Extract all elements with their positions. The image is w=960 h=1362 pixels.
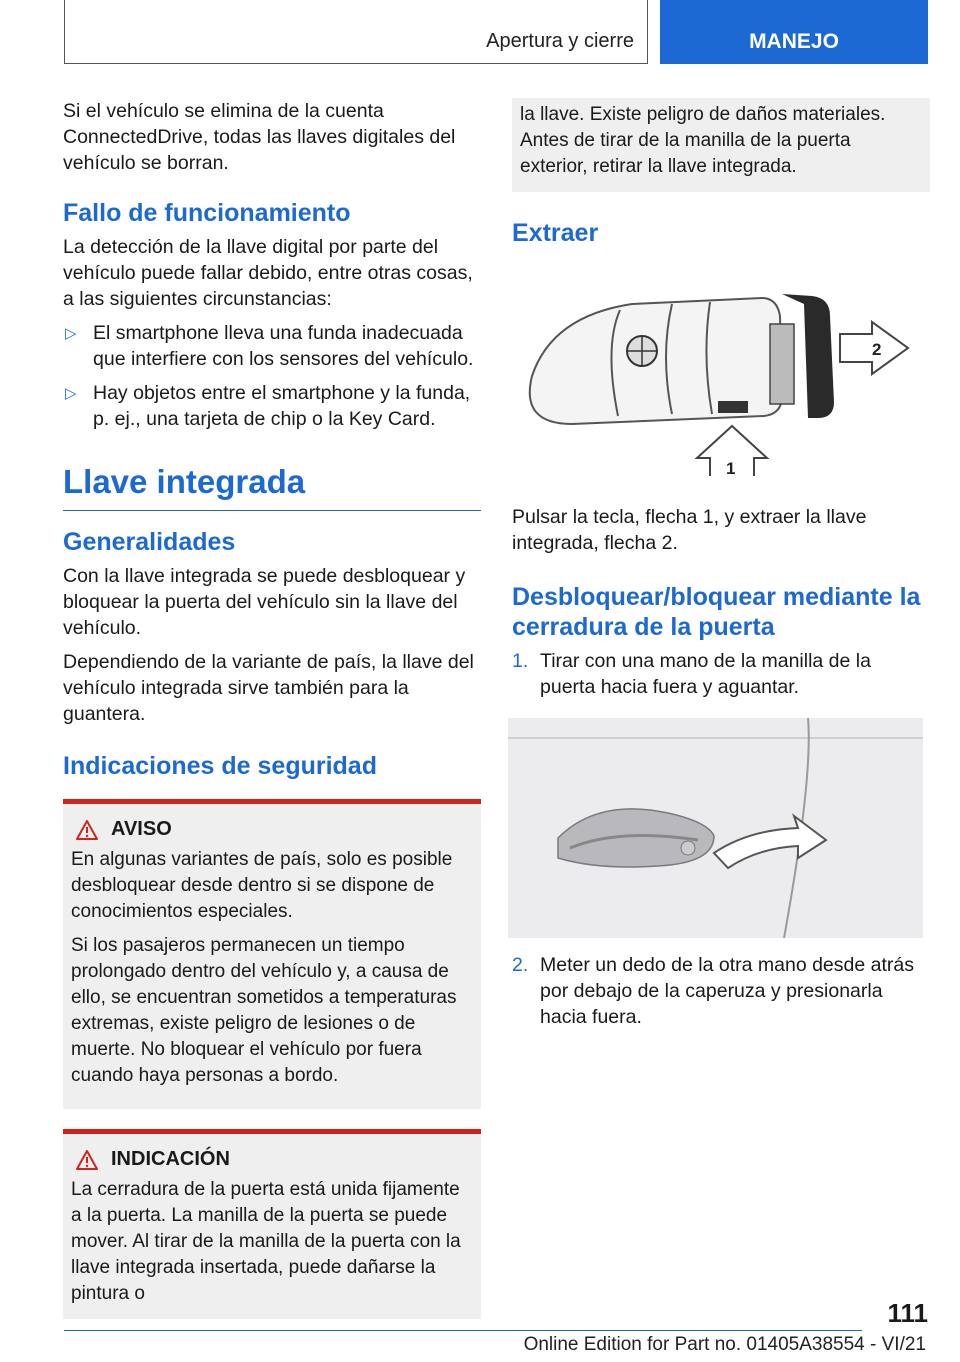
step-text: Meter un dedo de la otra mano desde atrás por debajo de la caperuza y presionarla hacia fuera. bbox=[540, 954, 914, 1028]
extraer-paragraph: Pulsar la tecla, flecha 1, y extraer la llave integrada, flecha 2. bbox=[512, 506, 867, 554]
generalidades-paragraph-1: Con la llave integrada se puede desbloquear y bloquear la puerta del vehículo sin la llave del vehículo. bbox=[63, 565, 466, 640]
step-text: Tirar con una mano de la manilla de la puerta hacia fuera y aguantar. bbox=[540, 650, 871, 698]
warning-icon bbox=[75, 1149, 99, 1171]
door-handle-illustration bbox=[508, 718, 923, 938]
intro-paragraph: Si el vehículo se elimina de la cuenta ConnectedDrive, todas las llaves digitales del vehículo se borran. bbox=[63, 100, 456, 174]
step-number: 1. bbox=[512, 650, 529, 672]
desbloquear-heading: Desbloquear/bloquear mediante la cerradura de la puerta bbox=[512, 583, 921, 641]
main-heading: Llave integrada bbox=[63, 464, 481, 511]
step-number: 2. bbox=[512, 954, 529, 976]
door-handle-figure bbox=[508, 718, 923, 938]
indicacion-paragraph: La cerradura de la puerta está unida fijamente a la puerta. La manilla de la puerta se puede mover. Al tirar de la manilla de la puerta con la llave integrada insertada, puede dañarse la pintura o bbox=[71, 1179, 461, 1305]
steps-list-continued bbox=[512, 952, 930, 1030]
footer-divider bbox=[64, 1330, 862, 1331]
aviso-paragraph-1: En algunas variantes de país, solo es posible desbloquear desde dentro si se dispone de conocimientos especiales. bbox=[71, 849, 453, 923]
list-item bbox=[512, 648, 930, 700]
indicacion-continued-paragraph: la llave. Existe peligro de daños materiales. Antes de tirar de la manilla de la puerta exterior, retirar la llave integrada. bbox=[520, 104, 886, 177]
indicacion-title-row bbox=[71, 1148, 473, 1171]
key-fob-illustration bbox=[512, 256, 930, 476]
indicacion-title: INDICACIÓN bbox=[111, 1148, 230, 1171]
generalidades-heading: Generalidades bbox=[63, 528, 236, 557]
fallo-paragraph: La detección de la llave digital por parte del vehículo puede fallar debido, entre otras cosas, a las siguientes circunstancias: bbox=[63, 236, 473, 310]
fallo-heading: Fallo de funcionamiento bbox=[63, 199, 351, 227]
arrow-1-label: 1 bbox=[726, 459, 736, 476]
list-item bbox=[512, 952, 930, 1030]
arrow-2-label: 2 bbox=[872, 340, 882, 359]
section-title: Apertura y cierre bbox=[486, 30, 634, 52]
steps-list bbox=[512, 648, 930, 700]
generalidades-paragraph-2: Dependiendo de la variante de país, la llave del vehículo integrada sirve también para la guantera. bbox=[63, 651, 474, 726]
chapter-label: MANEJO bbox=[749, 30, 839, 53]
triangle-bullet-icon: ▷ bbox=[65, 325, 77, 342]
right-column bbox=[512, 98, 930, 1030]
warning-icon bbox=[75, 819, 99, 841]
aviso-box bbox=[63, 799, 481, 1109]
aviso-paragraph-2: Si los pasajeros permanecen un tiempo prolongado dentro del vehículo y, a causa de ello, se encuentran sometidos a temperaturas extremas, existe peligro de lesiones o de muerte. No bloquear el vehículo por fuera cuando haya personas a bordo. bbox=[71, 935, 457, 1087]
triangle-bullet-icon: ▷ bbox=[65, 385, 77, 402]
indicacion-continued bbox=[512, 98, 930, 192]
extraer-heading: Extraer bbox=[512, 219, 599, 247]
page-number: 111 bbox=[887, 1298, 928, 1328]
chapter-tab[interactable] bbox=[660, 0, 928, 64]
seguridad-heading: Indicaciones de seguridad bbox=[63, 752, 377, 781]
list-item: ▷ Hay objetos entre el smartphone y la funda, p. ej., una tarjeta de chip o la Key Card. bbox=[65, 382, 471, 430]
aviso-title: AVISO bbox=[111, 818, 172, 841]
indicacion-box bbox=[63, 1129, 481, 1319]
fallo-list bbox=[63, 320, 481, 432]
list-item: ▷ El smartphone lleva una funda inadecuada que interfiere con los sensores del vehículo. bbox=[65, 322, 474, 370]
key-extraction-figure bbox=[512, 256, 930, 476]
left-column bbox=[63, 98, 481, 1319]
footer-edition: Online Edition for Part no. 01405A38554 - VI/21 bbox=[523, 1334, 926, 1355]
aviso-title-row bbox=[71, 818, 473, 841]
